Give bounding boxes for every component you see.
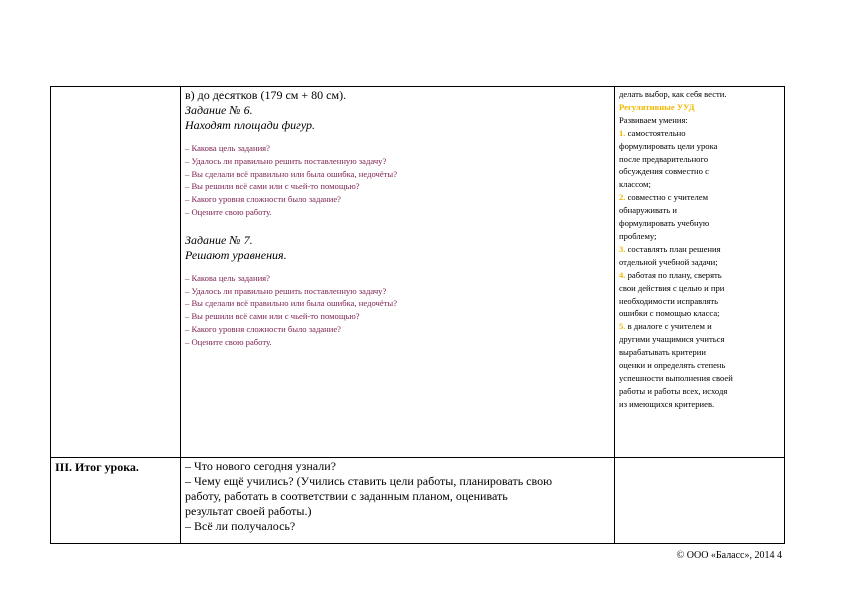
uud-item-line: свои действия с целью и при bbox=[619, 282, 725, 293]
uud-item-line: ошибки с помощью класса; bbox=[619, 308, 720, 319]
uud-item-line: обсуждения совместно с bbox=[619, 166, 709, 177]
table-row bbox=[51, 87, 785, 458]
task7-title: Задание № 7. bbox=[185, 232, 253, 247]
uud-item-line: формулировать учебную bbox=[619, 218, 710, 229]
list-item: – Какого уровня сложности было задание? bbox=[185, 323, 341, 334]
summary-line: результат своей работы.) bbox=[185, 504, 312, 518]
uud-item-line: вырабатывать критерии bbox=[619, 347, 706, 358]
uud-item-line: формулировать цели урока bbox=[619, 140, 718, 151]
task7-subtitle: Решают уравнения. bbox=[185, 247, 287, 262]
list-item: – Какова цель задания? bbox=[185, 143, 270, 153]
uud-item-line: необходимости исправлять bbox=[619, 295, 718, 306]
uud-item-line: отдельной учебной задачи; bbox=[619, 256, 718, 267]
list-item: – Оцените свою работу. bbox=[185, 336, 272, 347]
uud-intro: делать выбор, как себя вести. bbox=[619, 89, 727, 99]
list-item: – Какого уровня сложности было задание? bbox=[185, 194, 341, 205]
lesson-table bbox=[50, 86, 785, 544]
uud-item-line: успешности выполнения своей bbox=[619, 372, 733, 383]
uud-item-3 bbox=[619, 243, 780, 269]
uud-item-text: самостоятельно bbox=[627, 127, 686, 138]
list-item: – Вы решили всё сами или с чьей-то помощью? bbox=[185, 311, 360, 322]
uud-item-line: другими учащимися учиться bbox=[619, 334, 725, 345]
summary-line: работу, работать в соответствии с заданным планом, оценивать bbox=[185, 489, 508, 503]
activity-cell bbox=[181, 87, 615, 458]
uud-title: Регулятивные УУД bbox=[619, 101, 695, 112]
table-row bbox=[51, 458, 785, 544]
list-item: – Оцените свою работу. bbox=[185, 206, 272, 217]
task6-subtitle: Находят площади фигур. bbox=[185, 118, 316, 132]
uud-item-line: после предварительного bbox=[619, 153, 709, 164]
uud-item-5 bbox=[619, 320, 780, 410]
uud-item-line bbox=[619, 320, 780, 333]
summary-line: – Чему ещё учились? (Учились ставить цели работы, планировать свою bbox=[185, 474, 553, 488]
list-item: – Удалось ли правильно решить поставленную задачу? bbox=[185, 155, 387, 166]
uud-item-line: обнаруживать и bbox=[619, 205, 677, 216]
summary-cell bbox=[181, 458, 615, 544]
list-item: – Вы сделали всё правильно или была ошибка, недочёты? bbox=[185, 298, 398, 309]
rounding-line: в) до десятков (179 см + 80 см). bbox=[185, 88, 347, 102]
uud-item-text: работая по плану, сверять bbox=[627, 269, 722, 280]
uud-item-number: 5. bbox=[619, 321, 626, 332]
uud-item-number: 3. bbox=[619, 243, 626, 254]
task6-title: Задание № 6. bbox=[185, 103, 253, 117]
uud-item-number: 2. bbox=[619, 192, 626, 203]
summary-line: – Всё ли получалось? bbox=[185, 519, 296, 533]
uud-item-line bbox=[619, 127, 780, 140]
uud-item-line: проблему; bbox=[619, 230, 657, 241]
uud-item-number: 1. bbox=[619, 127, 626, 138]
uud-item-line: работы и работы всех, исходя bbox=[619, 385, 728, 396]
uud-item-line bbox=[619, 269, 780, 282]
stage-cell: III. Итог урока. bbox=[51, 458, 181, 544]
uud-item-text: совместно с учителем bbox=[627, 192, 709, 203]
list-item: – Вы сделали всё правильно или была ошибка, недочёты? bbox=[185, 168, 398, 179]
uud-item-text: составлять план решения bbox=[627, 243, 721, 254]
uud-item-line bbox=[619, 243, 780, 256]
uud-item-line: классом; bbox=[619, 179, 651, 190]
uud-item-number: 4. bbox=[619, 269, 626, 280]
list-item: – Какова цель задания? bbox=[185, 272, 270, 283]
uud-cell bbox=[615, 87, 785, 458]
empty-cell bbox=[615, 458, 785, 544]
uud-item-2 bbox=[619, 191, 780, 243]
list-item: – Удалось ли правильно решить поставленную задачу? bbox=[185, 285, 387, 296]
uud-item-line: из имеющихся критериев. bbox=[619, 398, 715, 409]
summary-line: – Что нового сегодня узнали? bbox=[185, 459, 336, 473]
list-item: – Вы решили всё сами или с чьей-то помощью? bbox=[185, 181, 360, 192]
uud-item-line bbox=[619, 191, 780, 204]
task6-questions bbox=[185, 142, 610, 219]
stage-cell-empty bbox=[51, 87, 181, 458]
uud-item-4 bbox=[619, 269, 780, 321]
uud-develop: Развиваем умения: bbox=[619, 114, 688, 125]
page-footer: © ООО «Баласс», 2014 4 bbox=[676, 550, 782, 561]
uud-item-text: в диалоге с учителем и bbox=[627, 321, 712, 332]
uud-item-line: оценки и определять степень bbox=[619, 360, 726, 371]
uud-item-1 bbox=[619, 127, 780, 192]
task7-questions bbox=[185, 272, 610, 349]
